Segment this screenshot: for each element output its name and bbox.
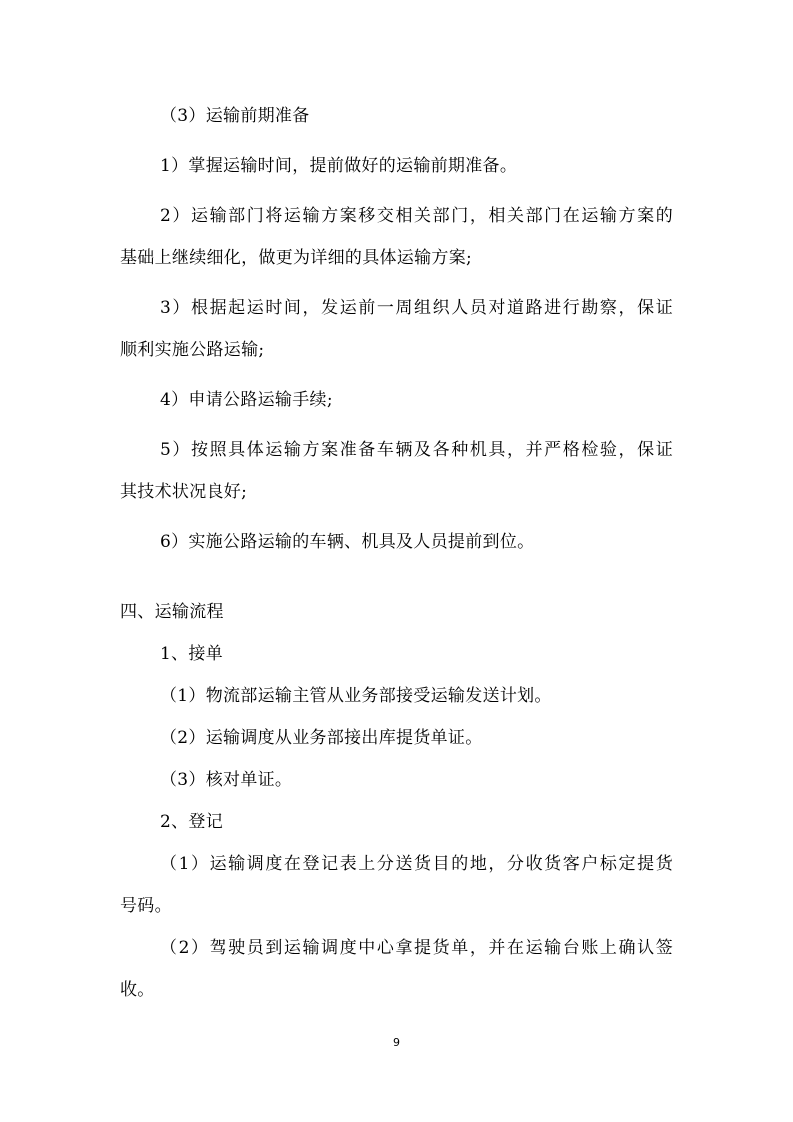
paragraph-line: 基础上继续细化，做更为详细的具体运输方案; [120,248,473,268]
list-item: （1）运输调度在登记表上分送货目的地，分收货客户标定提货 [160,854,673,874]
paragraph-line: 6）实施公路运输的车辆、机具及人员提前到位。 [160,532,535,552]
paragraph-line: 顺利实施公路运输; [120,340,265,360]
paragraph-line: 3）根据起运时间，发运前一周组织人员对道路进行勘察，保证 [160,298,673,318]
page-number: 9 [393,1036,400,1049]
section-heading-transport-process: 四、运输流程 [120,602,224,622]
sub-heading-register: 2、登记 [160,812,224,832]
paragraph-line: 5）按照具体运输方案准备车辆及各种机具，并严格检验，保证 [160,440,673,460]
paragraph-line: 2）运输部门将运输方案移交相关部门，相关部门在运输方案的 [160,206,673,226]
sub-heading-receive-order: 1、接单 [160,644,224,664]
list-item: （1）物流部运输主管从业务部接受运输发送计划。 [160,686,552,706]
list-item-continuation: 收。 [120,980,155,1000]
list-item: （2）运输调度从业务部接出库提货单证。 [160,728,483,748]
list-item: （3）核对单证。 [160,770,293,790]
paragraph-line: 1）掌握运输时间，提前做好的运输前期准备。 [160,156,518,176]
paragraph-line: 其技术状况良好; [120,482,248,502]
sub-heading-transport-preparation: （3）运输前期准备 [160,106,310,126]
paragraph-line: 4）申请公路运输手续; [160,390,333,410]
list-item: （2）驾驶员到运输调度中心拿提货单，并在运输台账上确认签 [160,938,673,958]
list-item-continuation: 号码。 [120,896,172,916]
